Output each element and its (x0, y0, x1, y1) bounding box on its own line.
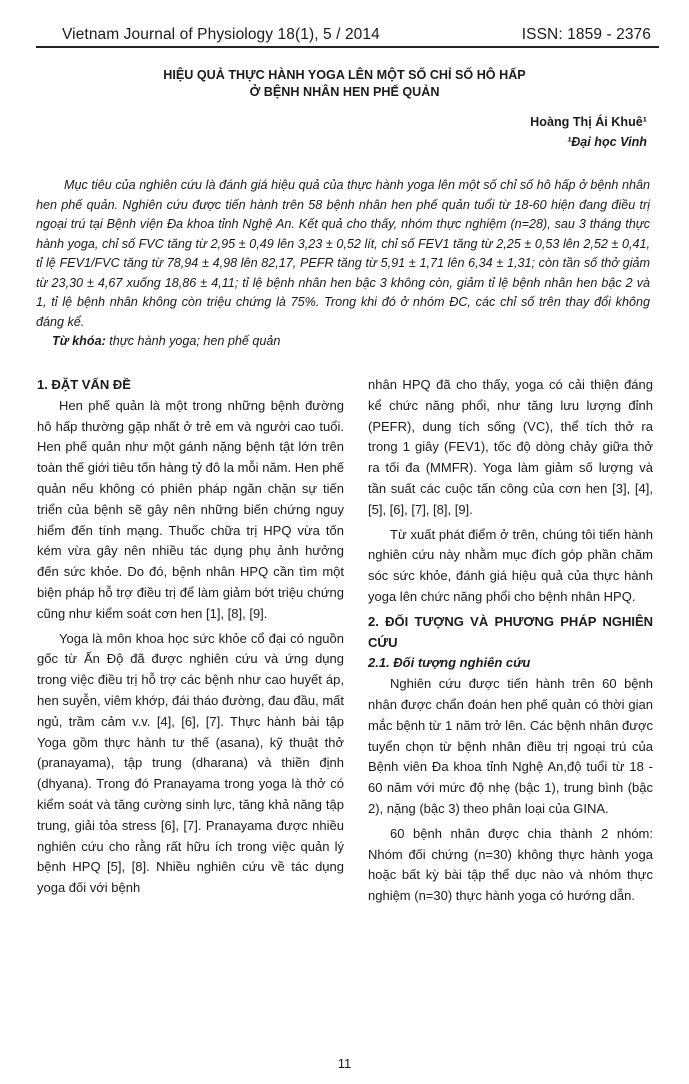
paragraph: Nghiên cứu được tiến hành trên 60 bệnh nhân được chẩn đoán hen phế quản có thời gian mắc bệnh từ 1 năm trở lên. Các bệnh nhân được tuyển chọn từ bệnh nhân điều trị ngoại trú của Bệnh viên Đa khoa tỉnh Nghệ An,độ tuổi từ 18 - 60 năm với mức độ nhẹ (bậc 1), trung bình (bậc 2), nặng (bậc 3) theo phân loại của GINA. (368, 676, 653, 816)
journal-name: Vietnam Journal of Physiology 18(1), 5 / 2014 (62, 26, 380, 43)
paragraph: Từ xuất phát điểm ở trên, chúng tôi tiến hành nghiên cứu này nhằm mục đích góp phần chăm sóc sức khỏe, đánh giá hiệu quả của thực hành yoga lên chức năng phổi cho bệnh nhân HPQ. (368, 526, 653, 604)
section-heading-2: 2. ĐỐI TƯỢNG VÀ PHƯƠNG PHÁP NGHIÊN CỨU (368, 613, 653, 650)
paragraph: nhân HPQ đã cho thấy, yoga có cải thiện đáng kể chức năng phổi, như tăng lưu lượng đỉnh (PEFR), dung tích sống (VC), thể tích thở ra trong 1 giây (FEV1), tốc độ dòng chảy giữa thở ra tối đa (MMFR). Yoga làm giảm số lượng và tần suất các cuộc tấn công của cơn hen [3], [4], [5], [6], [7], [8], [9]. (368, 377, 653, 517)
author-block (530, 112, 647, 152)
left-column (37, 375, 344, 903)
keywords (36, 332, 650, 352)
issn: ISSN: 1859 - 2376 (521, 26, 651, 43)
running-header (62, 20, 651, 44)
subsection-heading: 2.1. Đối tượng nghiên cứu (368, 655, 531, 671)
author-affiliation: ¹Đại học Vinh (567, 135, 647, 149)
paragraph: Yoga là môn khoa học sức khỏe cổ đại có nguồn gốc từ Ấn Độ đã được nghiên cứu và ứng dụng trong việc điều trị hỗ trợ các bệnh như cao huyết áp, hen suyễn, viêm khớp, đái tháo đường, đau đầu, mất ngủ, trầm cảm v.v. [4], [6], [7]. Thực hành bài tập Yoga gồm thực hành tư thế (asana), kỹ thuật thở (pranayama), tập trung (dharana) và thiền định (dhyana). Trong đó Pranayama trong yoga là thở có kiểm soát và tăng cường sinh lực, tăng khả năng tập trung, giải tỏa stress [6], [7]. Pranayama được nhiều nghiên cứu cho rằng rất hữu ích trong việc quản lý bệnh HPQ [5], [8]. Nhiều nghiên cứu về tác dụng yoga đối với bệnh (37, 630, 344, 896)
keywords-text: thực hành yoga; hen phế quản (105, 334, 281, 348)
abstract (36, 176, 650, 352)
page-number: 11 (337, 1056, 352, 1071)
keywords-label: Từ khóa: (52, 334, 106, 348)
abstract-text: Mục tiêu của nghiên cứu là đánh giá hiệu quả của thực hành yoga lên một số chỉ số hô hấp ở bệnh nhân hen phế quản. Nghiên cứu được tiến hành trên 58 bệnh nhân hen phế quản tuổi từ 18-60 hiện đang điều trị ngoại trú tại Bệnh viện Đa khoa tỉnh Nghệ An. Kết quả cho thấy, nhóm thực nghiệm (n=28), sau 3 tháng thực hành yoga, chỉ số FVC tăng từ 2,95 ± 0,49 lên 3,23 ± 0,52 lít, chỉ số FEV1 tăng từ 2,25 ± 0,53 lên 2,52 ± 0,41, tỉ lệ FEV1/FVC tăng từ 78,94 ± 4,98 lên 82,17, PEFR tăng từ 5,91 ± 1,71 lên 6,34 ± 1,31; còn tần số thở giảm từ 23,30 ± 4,67 xuống 18,86 ± 4,11; tỉ lệ bệnh nhân hen bậc 3 không còn, giảm tỉ lệ bệnh nhân hen bậc 2 và 1, tỉ lệ bệnh nhân không còn triệu chứng là 75%. Trong khi đó ở nhóm ĐC, các chỉ số trên thay đổi không đáng kể. (36, 178, 650, 329)
right-column (368, 375, 653, 911)
header-rule (36, 46, 659, 48)
paragraph: 60 bệnh nhân được chia thành 2 nhóm: Nhóm đối chứng (n=30) không thực hành yoga hoặc bất kỳ bài tập thể dục nào và nhóm thực nghiệm (n=30) thực hành yoga có hướng dẫn. (368, 825, 653, 904)
paragraph: Hen phế quản là một trong những bệnh đường hô hấp thường gặp nhất ở trẻ em và người cao tuổi. Hen phế quản như một gánh nặng bệnh tật lớn trên toàn thế giới tiêu tốn hàng tỷ đô la mỗi năm. Hen phế quản nếu không có phiên pháp ngăn chặn sự tiến triển của bệnh sẽ gây nên những biến chứng nguy hiểm đến tính mạng. Thuốc chữa trị HPQ vừa tốn kém vừa gây nên nhiều tác dụng phụ ảnh hưởng đến sức khỏe. Do đó, bệnh nhân HPQ cần tìm một biện pháp hỗ trợ điều trị để làm giảm bớt triệu chứng cũng như kiểm soát cơn hen [1], [8], [9]. (37, 397, 344, 621)
title-line-2: Ở BỆNH NHÂN HEN PHẾ QUẢN (249, 85, 440, 99)
title-line-1: HIỆU QUẢ THỰC HÀNH YOGA LÊN MỘT SỐ CHỈ SỐ HÔ HẤP (163, 68, 526, 82)
article-title (40, 67, 649, 101)
section-heading-1: 1. ĐẶT VẤN ĐỀ (37, 377, 131, 392)
author-name: Hoàng Thị Ái Khuê¹ (530, 115, 647, 129)
